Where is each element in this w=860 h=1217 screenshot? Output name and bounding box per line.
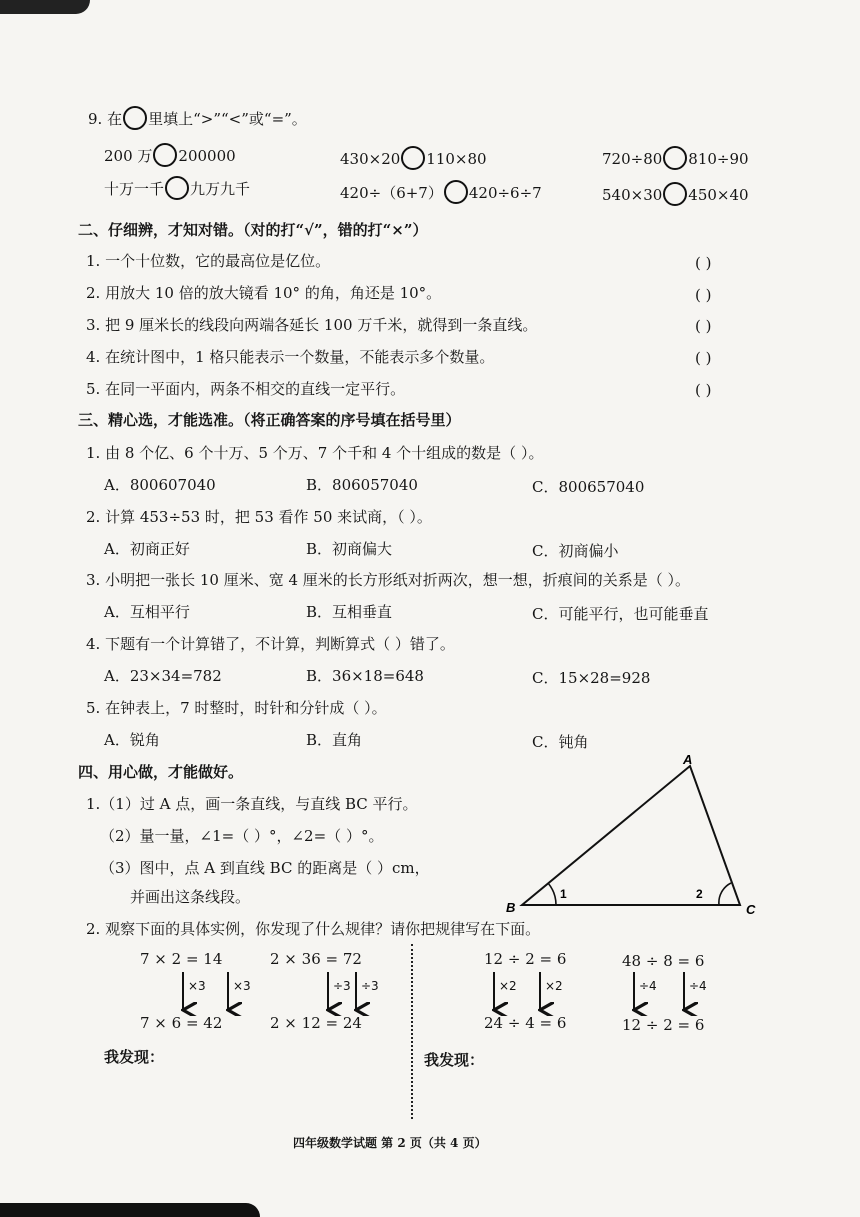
judge-item-1: 1. 一个十位数，它的最高位是亿位。 <box>86 252 331 270</box>
op-div4-b: ÷4 <box>689 979 707 993</box>
scan-edge-top <box>0 0 90 14</box>
judge-item-2: 2. 用放大 10 倍的放大镜看 10° 的角，角还是 10°。 <box>86 284 442 302</box>
choice-q4: 4. 下题有一个计算错了，不计算，判断算式（ ）错了。 <box>86 635 455 653</box>
choice-q3-b[interactable]: B．互相垂直 <box>306 603 393 621</box>
choice-q2: 2. 计算 453÷53 时，把 53 看作 50 来试商，（ ）。 <box>86 508 432 526</box>
op-mul2-a: ×2 <box>499 979 517 993</box>
draw-q1-part2: （2）量一量，∠1=（ ）°，∠2=（ ）°。 <box>100 827 384 845</box>
q9-r2c1: 十万一千 九万九千 <box>104 176 250 200</box>
compare-circle[interactable] <box>165 176 189 200</box>
draw-q1-part4: 并画出这条线段。 <box>130 888 251 906</box>
q9-title: 9. 在 里填上“>”“<”或“=”。 <box>88 106 307 130</box>
q9-r1c2: 430×20 110×80 <box>340 146 487 170</box>
section3-title: 三、精心选，才能选准。（将正确答案的序号填在括号里） <box>78 411 461 429</box>
section4-title: 四、用心做，才能做好。 <box>78 763 244 781</box>
draw-q1-part3: （3）图中，点 A 到直线 BC 的距离是（ ）cm， <box>100 859 430 877</box>
op-mul3-b: ×3 <box>233 979 251 993</box>
compare-circle[interactable] <box>663 182 687 206</box>
compare-circle[interactable] <box>401 146 425 170</box>
pattern-arrows <box>0 968 860 1016</box>
choice-q3-a[interactable]: A．互相平行 <box>104 603 190 621</box>
q9-r2c2: 420÷（6+7） 420÷6÷7 <box>340 180 542 204</box>
choice-q1: 1. 由 8 个亿、6 个十万、5 个万、7 个千和 4 个十组成的数是（ ）。 <box>86 444 544 462</box>
choice-q5-a[interactable]: A．锐角 <box>104 731 160 749</box>
example2-bottom: 2 × 12 = 24 <box>270 1014 362 1032</box>
op-mul2-b: ×2 <box>545 979 563 993</box>
answer-paren-3[interactable]: ( ) <box>695 317 712 335</box>
page-footer: 四年级数学试题 第 2 页（共 4 页） <box>293 1136 487 1150</box>
arrow-group-left <box>183 972 356 1010</box>
answer-paren-1[interactable]: ( ) <box>695 254 712 272</box>
scan-edge-bottom <box>0 1203 260 1217</box>
choice-q5-b[interactable]: B．直角 <box>306 731 363 749</box>
choice-q4-b[interactable]: B．36×18=648 <box>306 667 424 685</box>
choice-q3-c[interactable]: C．可能平行，也可能垂直 <box>532 605 709 623</box>
compare-circle[interactable] <box>663 146 687 170</box>
judge-item-4: 4. 在统计图中，1 格只能表示一个数量，不能表示多个数量。 <box>86 348 495 366</box>
answer-paren-5[interactable]: ( ) <box>695 381 712 399</box>
section2-title: 二、仔细辨，才知对错。（对的打“√”，错的打“×”） <box>78 221 428 239</box>
vertex-a-label: A <box>683 752 693 767</box>
example4-top: 48 ÷ 8 = 6 <box>622 952 705 970</box>
found-label-left: 我发现： <box>104 1048 165 1066</box>
example1-bottom: 7 × 6 = 42 <box>140 1014 223 1032</box>
op-div3-b: ÷3 <box>361 979 379 993</box>
choice-q2-c[interactable]: C．初商偏小 <box>532 542 619 560</box>
angle-2-label: 2 <box>696 887 703 901</box>
found-label-right: 我发现： <box>424 1051 485 1069</box>
compare-circle[interactable] <box>444 180 468 204</box>
choice-q4-a[interactable]: A．23×34=782 <box>104 667 222 685</box>
judge-item-5: 5. 在同一平面内，两条不相交的直线一定平行。 <box>86 380 406 398</box>
choice-q2-b[interactable]: B．初商偏大 <box>306 540 393 558</box>
choice-q1-b[interactable]: B．806057040 <box>306 476 418 494</box>
example3-top: 12 ÷ 2 = 6 <box>484 950 567 968</box>
pattern-q2: 2. 观察下面的具体实例，你发现了什么规律？请你把规律写在下面。 <box>86 920 541 938</box>
judge-item-3: 3. 把 9 厘米长的线段向两端各延长 100 万千米，就得到一条直线。 <box>86 316 538 334</box>
q9-r2c3: 540×30 450×40 <box>602 182 749 206</box>
angle-1-label: 1 <box>560 887 567 901</box>
choice-q3: 3. 小明把一张长 10 厘米、宽 4 厘米的长方形纸对折两次，想一想，折痕间的关系是（ ）。 <box>86 571 691 589</box>
example2-top: 2 × 36 = 72 <box>270 950 362 968</box>
answer-paren-4[interactable]: ( ) <box>695 349 712 367</box>
choice-q5-c[interactable]: C．钝角 <box>532 733 589 751</box>
choice-q1-c[interactable]: C．800657040 <box>532 478 645 496</box>
answer-paren-2[interactable]: ( ) <box>695 286 712 304</box>
op-mul3-a: ×3 <box>188 979 206 993</box>
vertex-c-label: C <box>746 902 756 917</box>
draw-q1-part1: 1.（1）过 A 点，画一条直线，与直线 BC 平行。 <box>86 795 418 813</box>
choice-q5: 5. 在钟表上，7 时整时，时针和分针成（ ）。 <box>86 699 387 717</box>
example3-bottom: 24 ÷ 4 = 6 <box>484 1014 567 1032</box>
q9-r1c1: 200 万 200000 <box>104 143 236 167</box>
op-div3-a: ÷3 <box>333 979 351 993</box>
choice-q1-a[interactable]: A．800607040 <box>104 476 216 494</box>
triangle-figure <box>500 752 770 922</box>
vertex-b-label: B <box>506 900 516 915</box>
example1-top: 7 × 2 = 14 <box>140 950 223 968</box>
q9-r1c3: 720÷80 810÷90 <box>602 146 749 170</box>
op-div4-a: ÷4 <box>639 979 657 993</box>
choice-q4-c[interactable]: C．15×28=928 <box>532 669 651 687</box>
compare-circle[interactable] <box>123 106 147 130</box>
example4-bottom: 12 ÷ 2 = 6 <box>622 1016 705 1034</box>
dotted-divider <box>411 944 413 1119</box>
choice-q2-a[interactable]: A．初商正好 <box>104 540 190 558</box>
compare-circle[interactable] <box>153 143 177 167</box>
